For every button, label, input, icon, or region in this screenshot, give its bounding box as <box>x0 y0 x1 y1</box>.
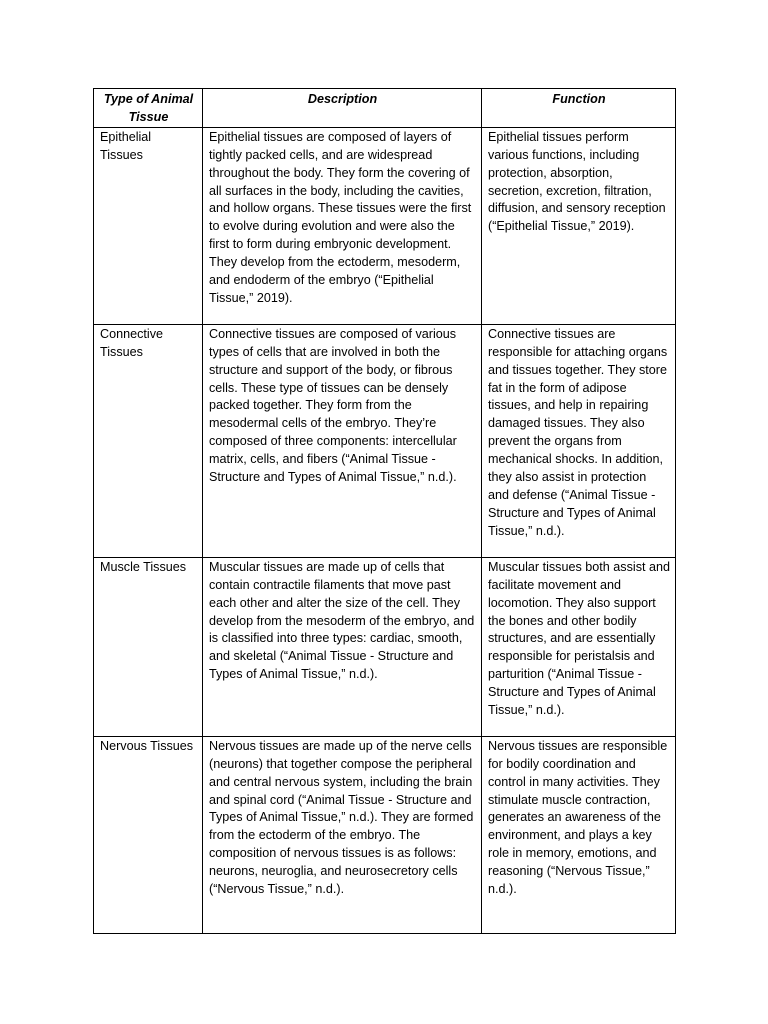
cell-function: Nervous tissues are responsible for bodily coordination and control in many activities. They stimulate muscle contraction, generates an awareness of the environment, and plays a key role in memory, emotions, and reasoning (“Nervous Tissue,” n.d.). <box>482 736 676 933</box>
header-type: Type of Animal Tissue <box>94 89 203 128</box>
header-function: Function <box>482 89 676 128</box>
cell-description: Connective tissues are composed of various types of cells that are involved in both the structure and support of the body, or fibrous cells. These type of tissues can be densely packed together. They form from the mesodermal cells of the embryo. They’re composed of three components: intercellular matrix, cells, and fibers (“Animal Tissue - Structure and Types of Animal Tissue,” n.d.). <box>203 324 482 557</box>
cell-type: Connective Tissues <box>94 324 203 557</box>
cell-description: Nervous tissues are made up of the nerve cells (neurons) that together compose the peripheral and central nervous system, including the brain and spinal cord (“Animal Tissue - Structure and Types of Animal Tissue,” n.d.). They are formed from the ectoderm of the embryo. The composition of nervous tissues is as follows: neurons, neuroglia, and neurosecretory cells (“Nervous Tissue,” n.d.). <box>203 736 482 933</box>
table-header <box>94 89 676 128</box>
cell-function: Epithelial tissues perform various functions, including protection, absorption, secretion, excretion, filtration, diffusion, and sensory reception (“Epithelial Tissue,” 2019). <box>482 127 676 324</box>
cell-description: Muscular tissues are made up of cells that contain contractile filaments that move past each other and alter the size of the cell. They develop from the mesoderm of the embryo, and is classified into three types: cardiac, smooth, and skeletal (“Animal Tissue - Structure and Types of Animal Tissue,” n.d.). <box>203 557 482 736</box>
header-row <box>94 89 676 128</box>
cell-type: Epithelial Tissues <box>94 127 203 324</box>
cell-function: Muscular tissues both assist and facilitate movement and locomotion. They also support the bones and other bodily structures, and are essentially responsible for peristalsis and parturition (“Animal Tissue - Structure and Types of Animal Tissue,” n.d.). <box>482 557 676 736</box>
table-row <box>94 557 676 736</box>
table-row <box>94 127 676 324</box>
cell-function: Connective tissues are responsible for attaching organs and tissues together. They store fat in the form of adipose tissues, and help in repairing damaged tissues. They also prevent the organs from mechanical shocks. In addition, they also assist in protection and defense (“Animal Tissue - Structure and Types of Animal Tissue,” n.d.). <box>482 324 676 557</box>
table-row <box>94 736 676 933</box>
cell-description: Epithelial tissues are composed of layers of tightly packed cells, and are widespread throughout the body. They form the covering of all surfaces in the body, including the cavities, and hollow organs. These tissues were the first to evolve during evolution and were also the first to form during embryonic development. They develop from the ectoderm, mesoderm, and endoderm of the embryo (“Epithelial Tissue,” 2019). <box>203 127 482 324</box>
cell-type: Nervous Tissues <box>94 736 203 933</box>
header-description: Description <box>203 89 482 128</box>
cell-type: Muscle Tissues <box>94 557 203 736</box>
table-body <box>94 127 676 933</box>
table-row <box>94 324 676 557</box>
tissue-table <box>93 88 676 934</box>
